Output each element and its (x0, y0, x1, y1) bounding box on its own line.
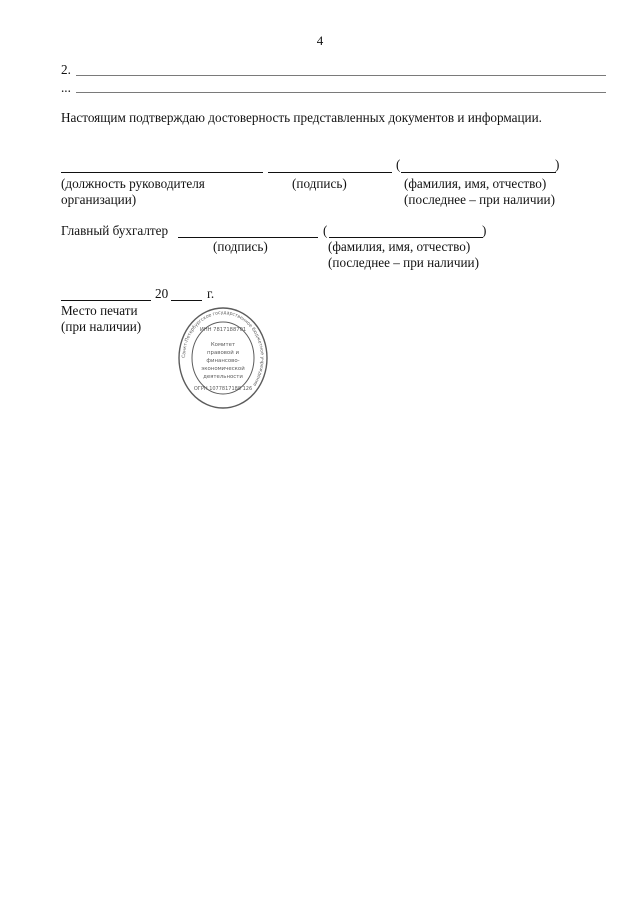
date-century: 20 (155, 286, 169, 301)
list-ellipsis-line (76, 92, 606, 93)
position-line (61, 172, 263, 173)
list-item-2-line (76, 75, 606, 76)
head-name-line (401, 172, 556, 173)
position-caption-line2: организации) (61, 192, 137, 207)
date-year-line (171, 300, 202, 301)
accountant-name-paren-close: ) (482, 223, 487, 238)
page-number: 4 (316, 33, 324, 48)
confirmation-text: Настоящим подтверждаю достоверность представленных документов и информации. (61, 110, 542, 125)
accountant-name-paren-open: ( (323, 223, 328, 238)
accountant-name-line (329, 237, 483, 238)
stamp-ring-text: Санкт-Петербургское государственное бюджетное учреждение (181, 310, 265, 387)
stamp-center-line2: правовой и (207, 350, 239, 356)
seal-caption-line1: Место печати (61, 303, 138, 318)
head-name-paren-close: ) (555, 157, 560, 172)
chief-accountant-label: Главный бухгалтер (61, 223, 169, 238)
head-signature-line (268, 172, 392, 173)
accountant-signature-caption: (подпись) (213, 239, 268, 254)
seal-caption-line2: (при наличии) (61, 319, 142, 334)
head-name-caption-line1: (фамилия, имя, отчество) (404, 176, 547, 191)
date-day-month-line (61, 300, 151, 301)
stamp-center-line5: деятельности (203, 374, 243, 380)
stamp-inn: ИНН 7817188701 (199, 327, 247, 333)
stamp-center-line4: экономической (201, 366, 245, 372)
date-year-suffix: г. (207, 286, 215, 301)
list-item-2-label: 2. (61, 62, 71, 77)
round-stamp (177, 306, 269, 411)
position-caption-line1: (должность руководителя (61, 176, 205, 191)
head-name-paren-open: ( (396, 157, 401, 172)
list-ellipsis-label: ... (61, 80, 71, 95)
accountant-name-caption-line1: (фамилия, имя, отчество) (328, 239, 471, 254)
head-signature-caption: (подпись) (292, 176, 347, 191)
stamp-ogrn: ОГРН 1077817188 126 (193, 386, 253, 392)
stamp-center-line3: финансово- (206, 358, 240, 364)
head-name-caption-line2: (последнее – при наличии) (404, 192, 555, 207)
stamp-center-line1: Комитет (210, 342, 236, 348)
accountant-signature-line (178, 237, 318, 238)
accountant-name-caption-line2: (последнее – при наличии) (328, 255, 479, 270)
